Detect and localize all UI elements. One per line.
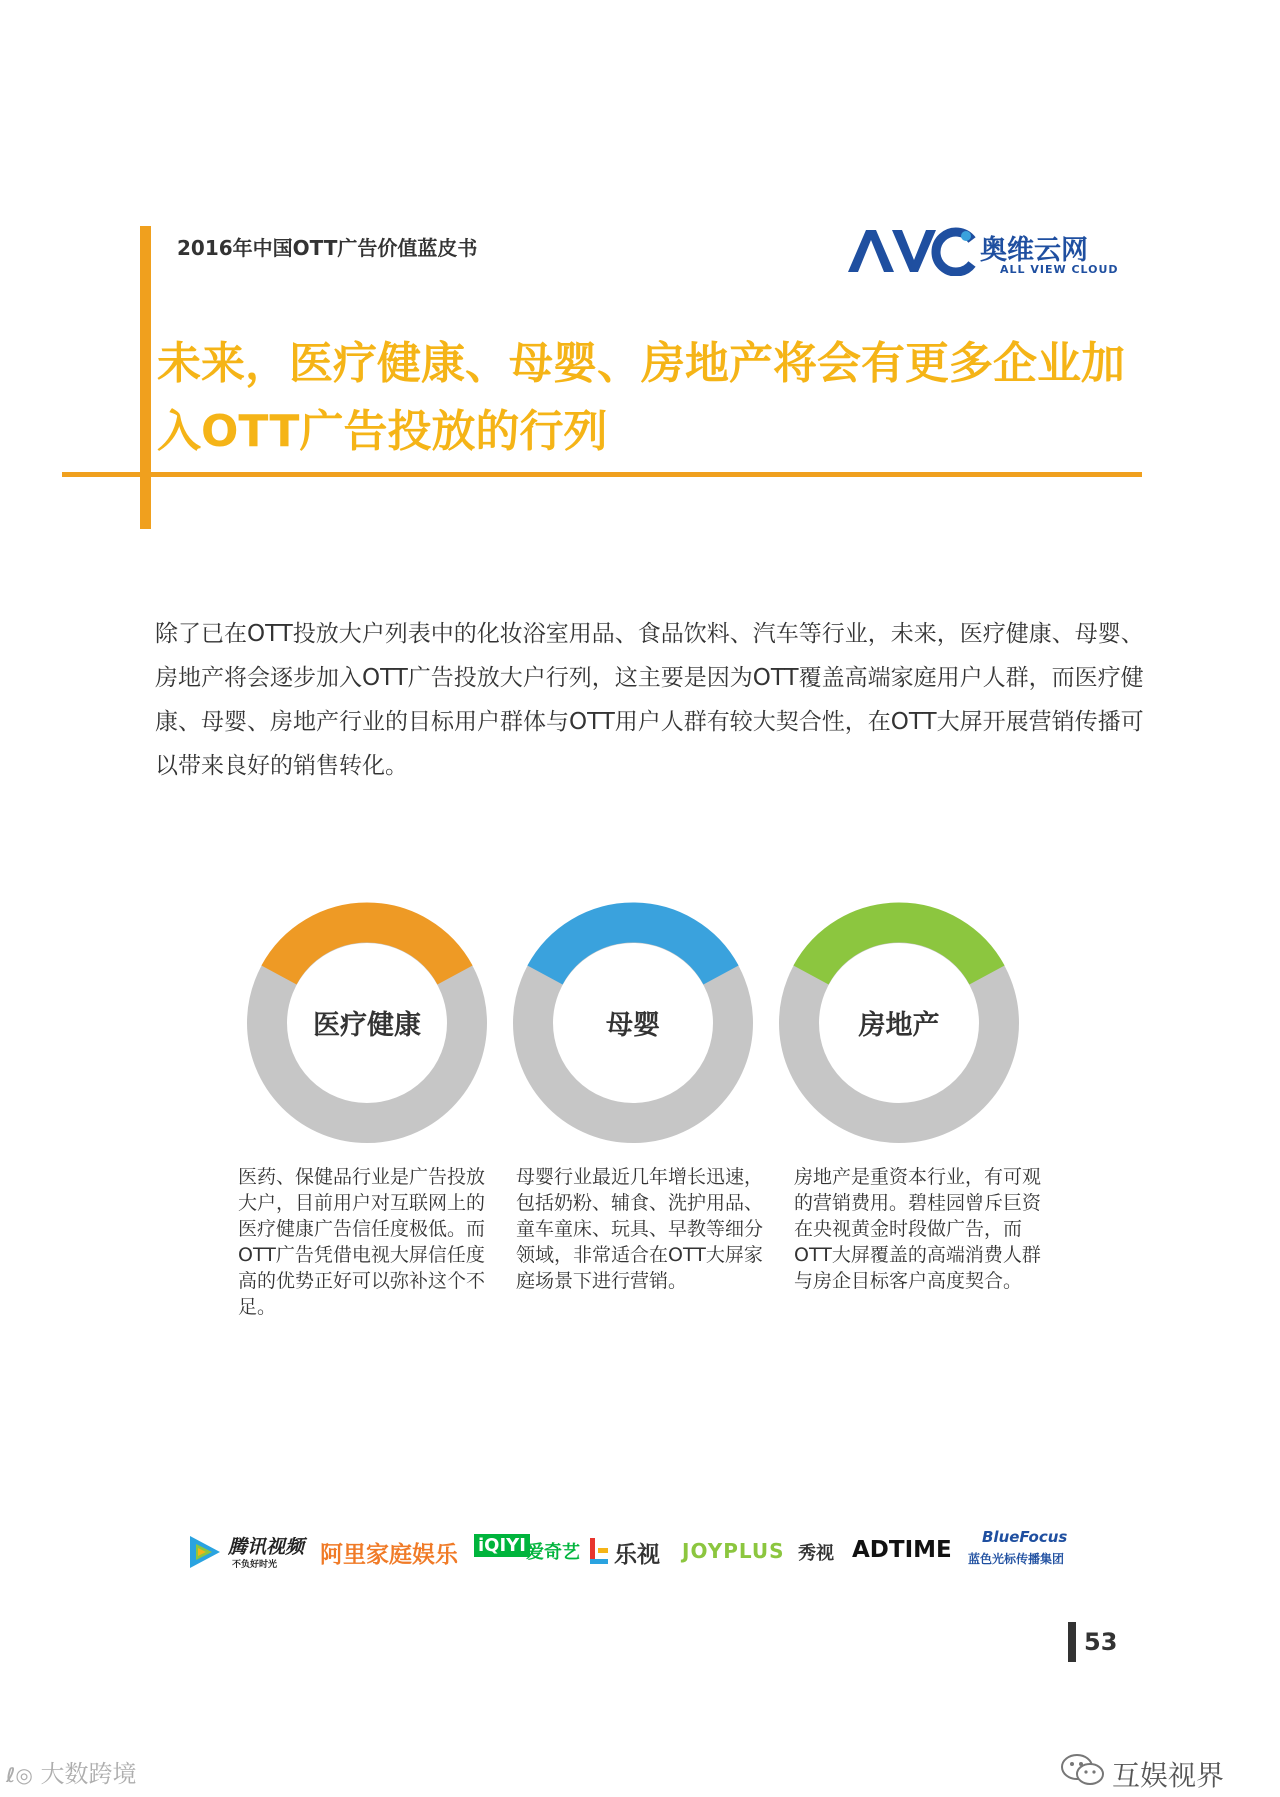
tencent-video-icon (186, 1534, 222, 1570)
accent-horizontal-rule (62, 472, 1142, 477)
partner-alibaba: 阿里家庭娱乐 (320, 1542, 458, 1568)
watermark-right-text: 互娱视界 (1112, 1759, 1225, 1792)
letv-icon (588, 1536, 610, 1566)
logo-en-text: ALL VIEW CLOUD (1000, 263, 1119, 276)
partner-iqiyi-mark: iQIYI (474, 1534, 530, 1557)
ring-label-realestate: 房地产 (858, 1010, 940, 1041)
partner-joyplus-cn: 秀视 (798, 1543, 834, 1564)
partner-tencent-slogan: 不负好时光 (232, 1560, 278, 1570)
ring-medical-accent (279, 922, 455, 975)
industry-text-maternal: 母婴行业最近几年增长迅速，包括奶粉、辅食、洗护用品、童车童床、玩具、早教等细分领域，非常适合在OTT大屏家庭场景下进行营销。 (516, 1166, 764, 1292)
watermark-right (1060, 1750, 1260, 1790)
report-title: 2016年中国OTT广告价值蓝皮书 (177, 236, 478, 260)
page-number: 53 (1084, 1628, 1118, 1656)
avc-logo (848, 226, 1133, 286)
partner-adtime: ADTIME (852, 1537, 952, 1563)
partner-bluefocus: BlueFocus (982, 1528, 1068, 1546)
partner-joyplus: JOYPLUS (682, 1539, 785, 1563)
watermark-left-icon: ℓ◎ (6, 1763, 33, 1787)
wechat-icon (1060, 1752, 1106, 1788)
partner-tencent: 腾讯视频 (228, 1536, 305, 1558)
intro-paragraph: 除了已在OTT投放大户列表中的化妆浴室用品、食品饮料、汽车等行业，未来，医疗健康、母婴、房地产将会逐步加入OTT广告投放大户行列，这主要是因为OTT覆盖高端家庭用户人群，而医疗健康、母婴、房地产行业的目标用户群体与OTT用户人群有较大契合性，在OTT大屏开展营销传播可以带来良好的销售转化。 (155, 621, 1144, 779)
accent-vertical-bar (140, 226, 151, 529)
partner-letv: 乐视 (614, 1542, 660, 1568)
watermark-left-text: 大数跨境 (40, 1760, 137, 1788)
logo-cn-text: 奥维云网 (980, 235, 1088, 266)
avc-logo-mark (848, 226, 978, 276)
watermark-left (6, 1754, 137, 1789)
ring-label-medical: 医疗健康 (313, 1010, 421, 1041)
ring-maternal-accent (545, 922, 721, 975)
partner-bluefocus-cn: 蓝色光标传播集团 (968, 1552, 1065, 1566)
page-number-bar (1068, 1622, 1076, 1662)
ring-label-maternal: 母婴 (606, 1010, 660, 1041)
partner-iqiyi: 爱奇艺 (526, 1542, 580, 1563)
main-title: 未来，医疗健康、母婴、房地产将会有更多企业加入OTT广告投放的行列 (157, 338, 1125, 457)
ring-realestate-accent (811, 922, 987, 975)
industry-text-realestate: 房地产是重资本行业，有可观的营销费用。碧桂园曾斥巨资在央视黄金时段做广告，而OTT大屏覆盖的高端消费人群与房企目标客户高度契合。 (794, 1166, 1042, 1292)
partner-logos (186, 1528, 1096, 1578)
industry-text-medical: 医药、保健品行业是广告投放大户，目前用户对互联网上的医疗健康广告信任度极低。而OTT广告凭借电视大屏信任度高的优势正好可以弥补这个不足。 (238, 1166, 486, 1318)
